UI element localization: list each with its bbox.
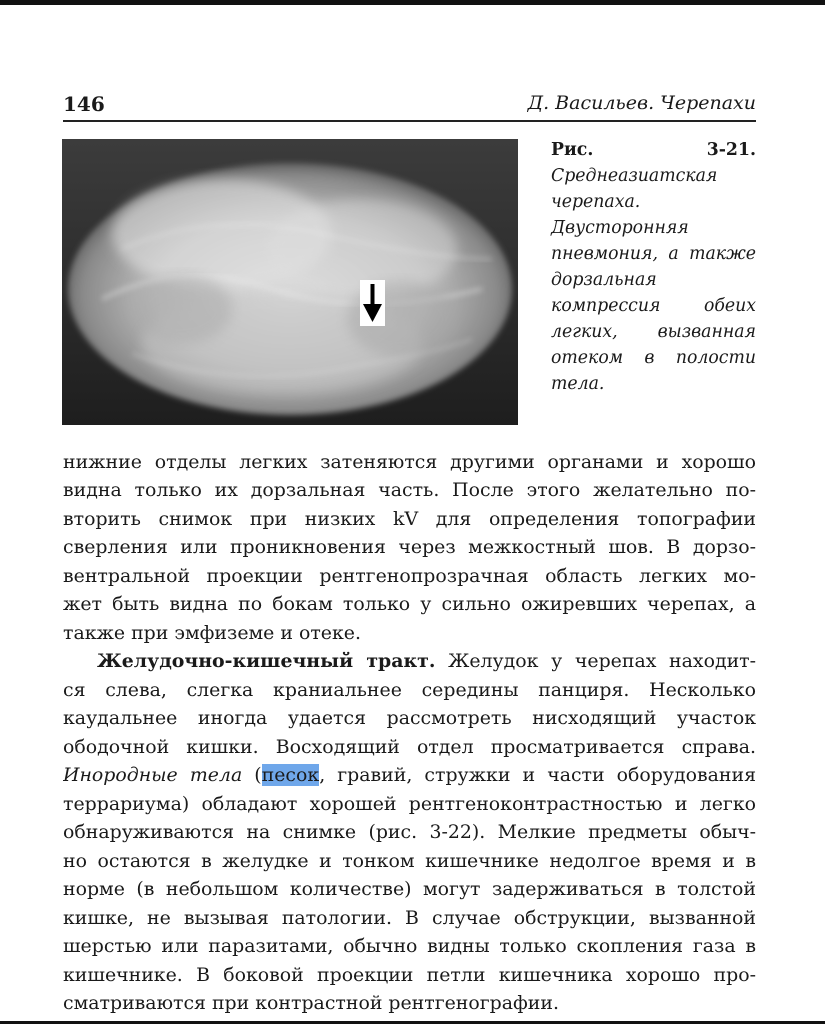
text-line: шерстью или паразитами, обычно видны только скопления газа в: [63, 935, 756, 957]
text-line: Инородные тела (песок, гравий, стружки и части оборудования: [63, 764, 756, 786]
text-line: норме (в небольшом количестве) могут задерживаться в толстой: [63, 878, 756, 900]
top-edge-bar: [0, 0, 825, 5]
arrow-down-icon: [360, 280, 385, 326]
text-line: ободочной кишки. Восходящий отдел просматривается справа.: [63, 736, 756, 758]
text-line: также при эмфиземе и отеке.: [63, 622, 361, 644]
text-line: вентральной проекции рентгенопрозрачная область легких мо-: [63, 565, 756, 587]
text-line: вторить снимок при низких kV для определения топографии: [63, 508, 756, 530]
xray-image: [62, 139, 518, 425]
text-line: нижние отделы легких затеняются другими органами и хорошо: [63, 451, 756, 473]
text-selection-highlight[interactable]: песок: [261, 764, 320, 786]
text-line: видна только их дорзальная часть. После этого желательно по-: [63, 479, 756, 501]
figure-label: Рис. 3-21.: [551, 140, 756, 160]
text-line: кишке, не вызывая патологии. В случае обструкции, вызванной: [63, 907, 756, 929]
figure-caption: [551, 137, 756, 397]
text-line: ся слева, слегка краниальнее середины панциря. Несколько: [63, 679, 756, 701]
text-line: террариума) обладают хорошей рентгеноконтрастностью и легко: [63, 793, 756, 815]
section-heading: Желудочно-кишечный тракт.: [97, 650, 436, 672]
page-header: [63, 90, 756, 122]
text-line: Желудочно-кишечный тракт. Желудок у черепах находит-: [97, 650, 756, 672]
page-number: 146: [63, 92, 105, 116]
figure-caption-text: Среднеазиатская черепаха. Двусторонняя пневмония, а также дорзальная компрессия обеих легких, вызванная отеком в полости тела.: [551, 166, 756, 394]
running-head: Д. Васильев. Черепахи: [527, 92, 756, 114]
xray-figure: [62, 139, 518, 425]
text-line: сверления или проникновения через межкостный шов. В дорзо-: [63, 536, 756, 558]
text-line: сматриваются при контрастной рентгенографии.: [63, 992, 559, 1014]
italic-term: Инородные тела: [63, 764, 243, 786]
text-line: каудальнее иногда удается рассмотреть нисходящий участок: [63, 707, 756, 729]
text-line: жет быть видна по бокам только у сильно ожиревших черепах, а: [63, 593, 756, 615]
text-line: но остаются в желудке и тонком кишечнике недолгое время и в: [63, 850, 756, 872]
text-line: обнаруживаются на снимке (рис. 3-22). Мелкие предметы обыч-: [63, 821, 756, 843]
text-line: кишечнике. В боковой проекции петли кишечника хорошо про-: [63, 964, 756, 986]
